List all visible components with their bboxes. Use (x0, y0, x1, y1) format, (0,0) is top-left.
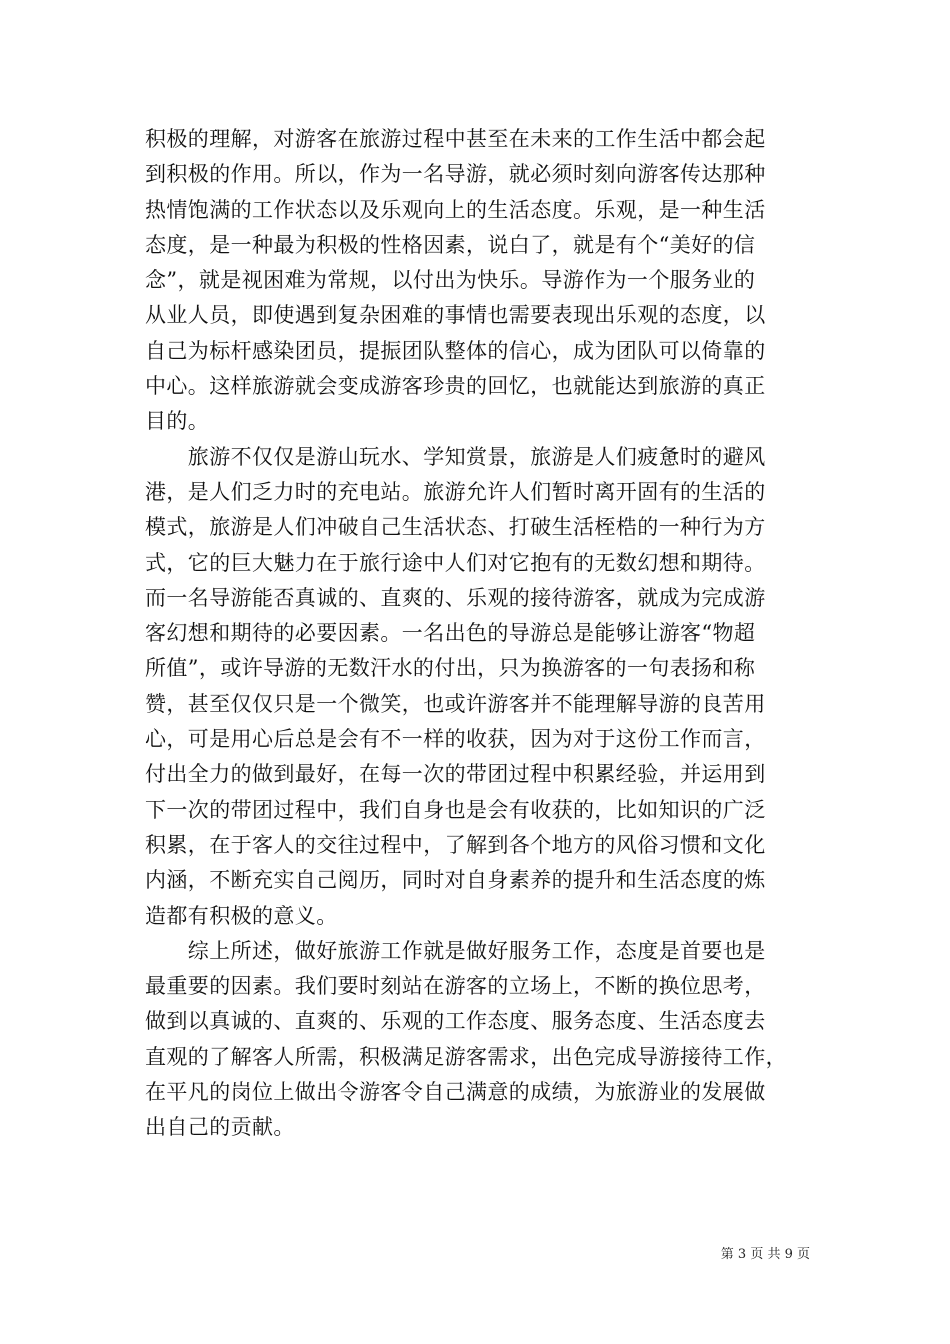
text-line: 旅游不仅仅是游山玩水、学知赏景，旅游是人们疲惫时的避风 (145, 444, 766, 469)
text-line: 从业人员，即使遇到复杂困难的事情也需要表现出乐观的态度，以 (145, 303, 766, 328)
text-line: 内涵，不断充实自己阅历，同时对自身素养的提升和生活态度的炼 (145, 868, 766, 893)
text-line: 而一名导游能否真诚的、直爽的、乐观的接待游客，就成为完成游 (145, 585, 766, 610)
page-number: 第 3 页 共 9 页 (720, 1247, 810, 1262)
text-line: 下一次的带团过程中，我们自身也是会有收获的，比如知识的广泛 (145, 797, 766, 822)
text-line: 港，是人们乏力时的充电站。旅游允许人们暂时离开固有的生活的 (145, 479, 766, 504)
text-line: 综上所述，做好旅游工作就是做好服务工作，态度是首要也是 (145, 938, 766, 963)
text-line: 积累，在于客人的交往过程中，了解到各个地方的风俗习惯和文化 (145, 832, 766, 857)
text-line: 所值”，或许导游的无数汗水的付出，只为换游客的一句表扬和称 (145, 656, 756, 681)
text-line: 在平凡的岗位上做出令游客令自己满意的成绩，为旅游业的发展做 (145, 1080, 766, 1105)
text-line: 中心。这样旅游就会变成游客珍贵的回忆，也就能达到旅游的真正 (145, 374, 766, 399)
text-line: 目的。 (145, 409, 210, 434)
text-line: 赞，甚至仅仅只是一个微笑，也或许游客并不能理解导游的良苦用 (145, 691, 766, 716)
text-line: 到积极的作用。所以，作为一名导游，就必须时刻向游客传达那种 (145, 162, 766, 187)
text-line: 热情饱满的工作状态以及乐观向上的生活态度。乐观，是一种生活 (145, 197, 766, 222)
text-line: 客幻想和期待的必要因素。一名出色的导游总是能够让游客“物超 (145, 621, 756, 646)
text-line: 心，可是用心后总是会有不一样的收获，因为对于这份工作而言， (145, 727, 766, 752)
text-line: 出自己的贡献。 (145, 1115, 295, 1140)
text-line: 做到以真诚的、直爽的、乐观的工作态度、服务态度、生活态度去 (145, 1009, 766, 1034)
text-line: 念”，就是视困难为常规，以付出为快乐。导游作为一个服务业的 (145, 268, 756, 293)
text-line: 最重要的因素。我们要时刻站在游客的立场上，不断的换位思考， (145, 974, 766, 999)
text-line: 付出全力的做到最好，在每一次的带团过程中积累经验，并运用到 (145, 762, 766, 787)
text-line: 式，它的巨大魅力在于旅行途中人们对它抱有的无数幻想和期待。 (145, 550, 766, 575)
text-line: 直观的了解客人所需，积极满足游客需求，出色完成导游接待工作， (145, 1044, 787, 1069)
text-line: 自己为标杆感染团员，提振团队整体的信心，成为团队可以倚靠的 (145, 338, 766, 363)
text-line: 造都有积极的意义。 (145, 903, 338, 928)
text-line: 模式，旅游是人们冲破自己生活状态、打破生活桎梏的一种行为方 (145, 515, 766, 540)
text-line: 态度，是一种最为积极的性格因素，说白了，就是有个“美好的信 (145, 232, 756, 257)
body-text (145, 122, 825, 1146)
text-line: 积极的理解，对游客在旅游过程中甚至在未来的工作生活中都会起 (145, 127, 766, 151)
